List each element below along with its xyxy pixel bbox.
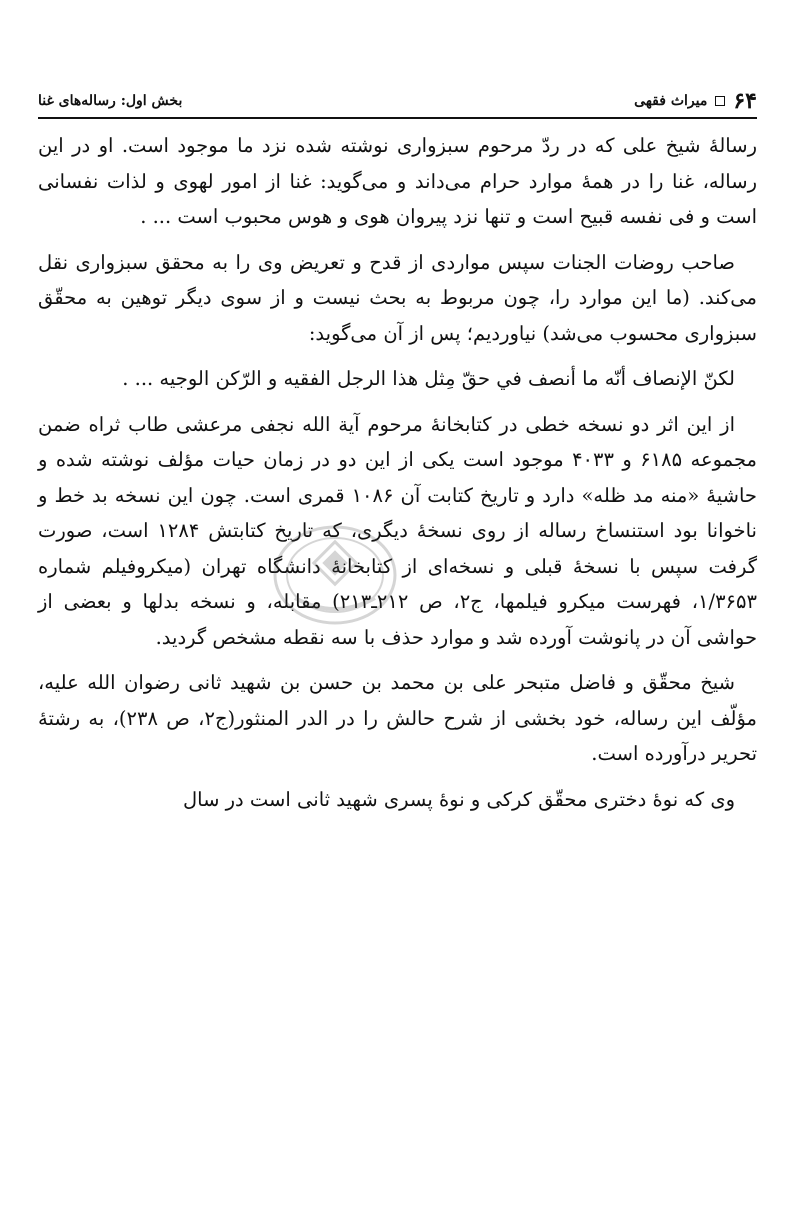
paragraph-3: از این اثر دو نسخه خطی در کتابخانهٔ مرحوم آیة الله نجفی مرعشی طاب ثراه ضمن مجموعه ۶۱۸۵ و ۴۰۳۳ موجود است یکی از این دو در زمان حیات مؤلف نوشته شده و حاشیهٔ «منه مد ظله» دارد و تاریخ کتابت آن ۱۰۸۶ قمری است. چون این نسخه بد خط و ناخوانا بود استنساخ رساله از روی نسخهٔ دیگری، که تاریخ کتابتش ۱۲۸۴ است، صورت گرفت سپس با نسخهٔ قبلی و نسخه‌ای از کتابخانهٔ دانشگاه تهران (میکروفیلم شماره ۱/۳۶۵۳، فهرست میکرو فیلمها، ج۲، ص ۲۱۲ـ۲۱۳) مقابله، و نسخه بدلها و بعضی از حواشی آن در پانوشت آورده شد و موارد حذف با سه نقطه مشخص گردید.: [38, 412, 757, 649]
arabic-quote: لكنّ الإنصاف أنّه ما أنصف في حقّ مِثل هذا الرجل الفقيه و الرّكن الوجيه ... .: [122, 367, 735, 390]
paragraph-1: رسالهٔ شیخ علی که در ردّ مرحوم سبزواری نوشته شده نزد ما موجود است. او در این رساله، غنا را در همهٔ موارد حرام می‌داند و می‌گوید: غنا از امور لهوی و لذات نفسانی است و فی نفسه قبیح است و تنها نزد پیروان هوی و هوس محبوب است ... .: [38, 134, 757, 228]
header-divider: [38, 117, 757, 119]
header-page-info: [634, 88, 757, 114]
paragraph-2: صاحب روضات الجنات سپس مواردی از قدح و تعریض وی را به محقق سبزواری نقل می‌کند. (ما این موارد را، چون مربوط به بحث نیست و از سوی دیگر توهین به محقّق سبزواری محسوب می‌شد) نیاوردیم؛ پس از آن می‌گوید:: [38, 250, 757, 345]
running-header: [38, 88, 757, 114]
section-title: بخش اول: رساله‌های غنا: [38, 93, 183, 109]
square-bullet-icon: [715, 96, 725, 106]
paragraph-5: وی که نوهٔ دختری محقّق کرکی و نوهٔ پسری شهید ثانی است در سال: [182, 787, 735, 811]
body-text: [38, 128, 757, 827]
page-number: ۶۴: [733, 88, 757, 114]
paragraph-4: شیخ محقّق و فاضل متبحر علی بن محمد بن حسن بن شهید ثانی رضوان الله علیه، مؤلّف این رساله، خود بخشی از شرح حالش را در الدر المنثور(ج۲، ص ۲۳۸)، به رشتهٔ تحریر درآورده است.: [38, 671, 757, 765]
book-title: میراث فقهی: [634, 93, 708, 109]
